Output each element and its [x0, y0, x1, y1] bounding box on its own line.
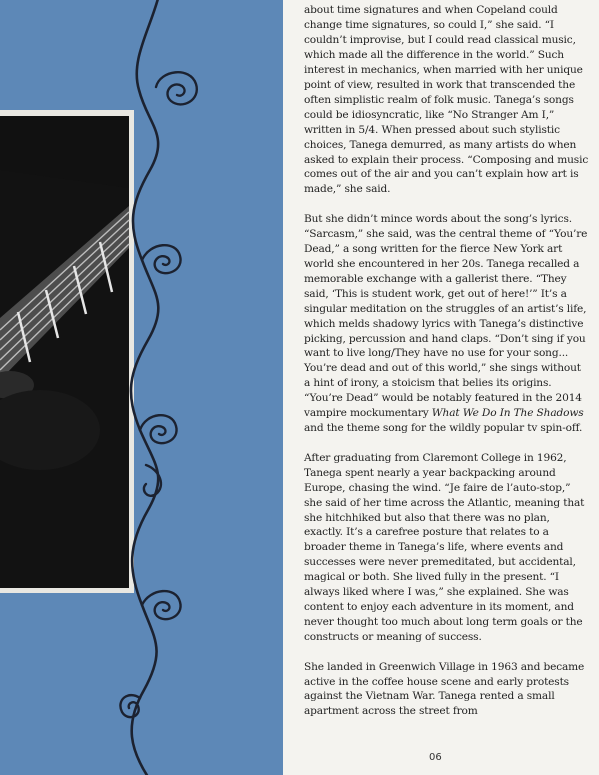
- paragraph-4: She landed in Greenwich Village in 1963 and became active in the coffee house scene and early protests against the Vietnam War. Tanega rented a small apartment across the street from: [304, 660, 585, 718]
- paragraph-2: [304, 212, 590, 436]
- paragraph-2-text-b: and the theme song for the wildly popular tv spin-off.: [304, 422, 583, 435]
- paragraph-2-text-a: But she didn’t mince words about the song’s lyrics. “Sarcasm,” she said, was the central theme of “You’re Dead,” a song written for the fierce New York art world she encountered in her 20s. Tanega recalled a memorable exchange with a gallerist there. “They said, ‘This is student work, get out of here!’” It’s a singular meditation on the struggles of an artist’s life, which melds shadowy lyrics with Tanega’s distinctive picking, percussion and hand claps. “Don’t sing if you want to live long/They have no use for your song... You’re dead and out of this world,” she sings without a hint of irony, a stoicism that belies its origins. “You’re Dead” would be notably featured in the 2014 vampire mockumentary: [304, 212, 588, 420]
- article-text: [304, 3, 590, 734]
- scroll-border-illustration: [0, 0, 283, 775]
- paragraph-1: about time signatures and when Copeland could change time signatures, so could I,” she said. “I couldn’t improvise, but I could read classical music, which made all the difference in the world.” Such interest in mechanics, when married with her unique point of view, resulted in work that transcended the often simplistic realm of folk music. Tanega’s songs could be idiosyncratic, like “No Stranger Am I,” written in 5/4. When pressed about such stylistic choices, Tanega demurred, as many artists do when asked to explain their process. “Composing and music comes out of the air and you can’t explain how art is made,” she said.: [304, 4, 589, 196]
- paragraph-3: After graduating from Claremont College in 1962, Tanega spent nearly a year backpacking around Europe, chasing the wind. “Je faire de l’auto-stop,” she said of her time across the Atlantic, meaning that she hitchhiked but also that there was no plan, exactly. It’s a carefree posture that relates to a broader theme in Tanega’s life, where events and successes were never premeditated, but accidental, magical or both. She lived fully in the present. “I always liked where I was,” she explained. She was content to enjoy each adventure in its moment, and never thought too much about long term goals or the constructs or meaning of success.: [304, 451, 585, 644]
- decorative-blue-panel: [0, 0, 283, 775]
- guitar-photo: [0, 110, 134, 593]
- page-number: 06: [429, 752, 442, 763]
- film-title: What We Do In The Shadows: [431, 407, 584, 420]
